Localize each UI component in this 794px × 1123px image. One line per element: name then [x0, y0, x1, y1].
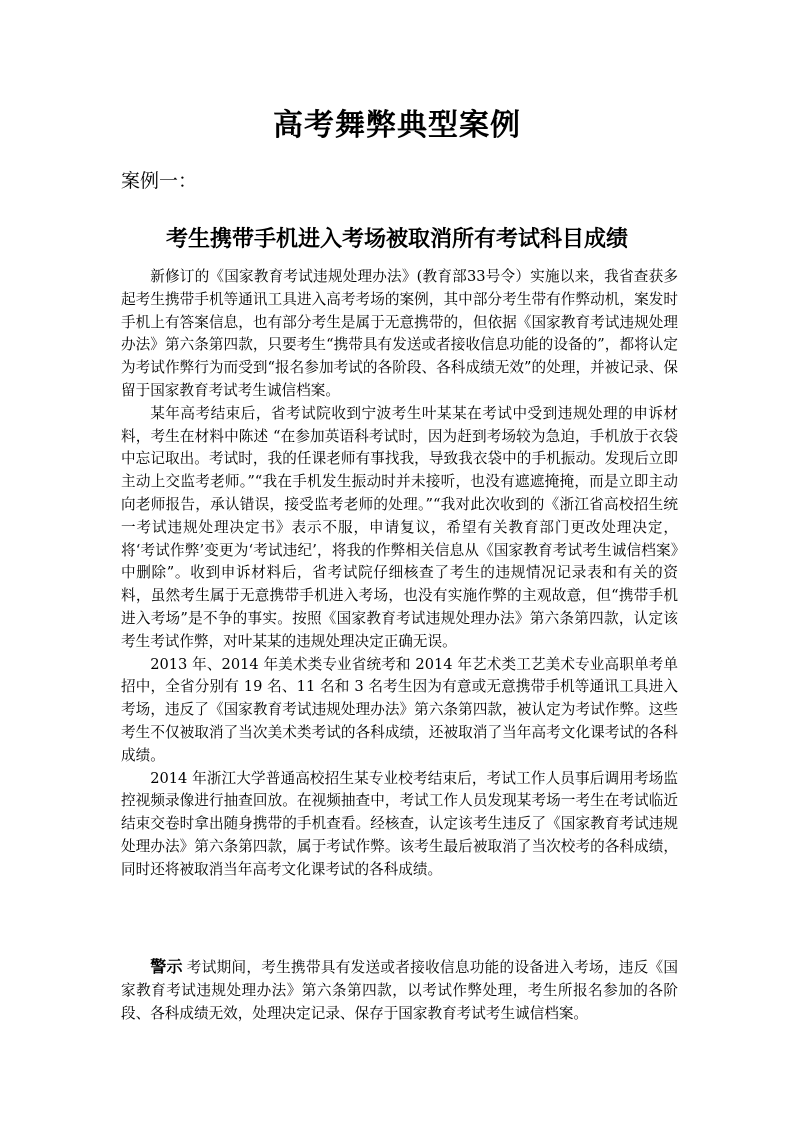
paragraph-art-exams: 2013 年、2014 年美术类专业省统考和 2014 年艺术类工艺美术专业高职单考单招中，全省分别有 19 名、11 名和 3 名考生因为有意或无意携带手机等通讯工具进入考场，违反了《国家教育考试违规处理办法》第六条第四款，被认定为考试作弊。这些考生不仅被取消了当次美术类考试的各科成绩，还被取消了当年高考文化课考试的各科成绩。: [121, 655, 678, 764]
warning-text: 考试期间，考生携带具有发送或者接收信息功能的设备进入考场，违反《国家教育考试违规处理办法》第六条第四款，以考试作弊处理，考生所报名参加的各阶段、各科成绩无效，处理决定记录、保存于国家教育考试考生诚信档案。: [121, 959, 678, 1022]
case-subtitle: 考生携带手机进入考场被取消所有考试科目成绩: [165, 227, 628, 252]
warning-label: 警示: [150, 957, 183, 976]
paragraph-zju-exam: 2014 年浙江大学普通高校招生某专业校考结束后，考试工作人员事后调用考场监控视频录像进行抽查回放。在视频抽查中，考试工作人员发现某考场一考生在考试临近结束交卷时拿出随身携带的手机查看。经核查，认定该考生违反了《国家教育考试违规处理办法》第六条第四款，属于考试作弊。该考生最后被取消了当次校考的各科成绩，同时还将被取消当年高考文化课考试的各科成绩。: [121, 769, 678, 878]
document-title: 高考舞弊典型案例: [273, 108, 521, 143]
case-label: 案例一：: [121, 170, 198, 192]
warning-section: [121, 956, 678, 1025]
paragraph-appeal: 某年高考结束后，省考试院收到宁波考生叶某某在考试中受到违规处理的申诉材料，考生在材料中陈述 “在参加英语科考试时，因为赶到考场较为急迫，手机放于衣袋中忘记取出。考试时，我的任课老师有事找我，导致我衣袋中的手机振动。发现后立即主动上交监考老师。”“我在手机发生振动时并未接听，也没有遮遮掩掩，而是立即主动向老师报告，承认错误，接受监考老师的处理。”“我对此次收到的《浙江省高校招生统一考试违规处理决定书》表示不服，申请复议，希望有关教育部门更改处理决定，将‘考试作弊’变更为‘考试违纪’，将我的作弊相关信息从《国家教育考试考生诚信档案》中删除”。收到申诉材料后，省考试院仔细核查了考生的违规情况记录表和有关的资料，虽然考生属于无意携带手机进入考场，也没有实施作弊的主观故意，但“携带手机进入考场”是不争的事实。按照《国家教育考试违规处理办法》第六条第四款，认定该考生考试作弊，对叶某某的违规处理决定正确无误。: [121, 404, 678, 650]
case-body: [121, 266, 678, 882]
warning-paragraph: [121, 956, 678, 1025]
paragraph-intro: 新修订的《国家教育考试违规处理办法》(教育部33号令）实施以来，我省查获多起考生携带手机等通讯工具进入高考考场的案例，其中部分考生带有作弊动机，案发时手机上有答案信息，也有部分考生是属于无意携带的，但依据《国家教育考试违规处理办法》第六条第四款，只要考生“携带具有发送或者接收信息功能的设备的”，都将认定为考试作弊行为而受到“报名参加考试的各阶段、各科成绩无效”的处理，并被记录、保留于国家教育考试考生诚信档案。: [121, 268, 678, 399]
